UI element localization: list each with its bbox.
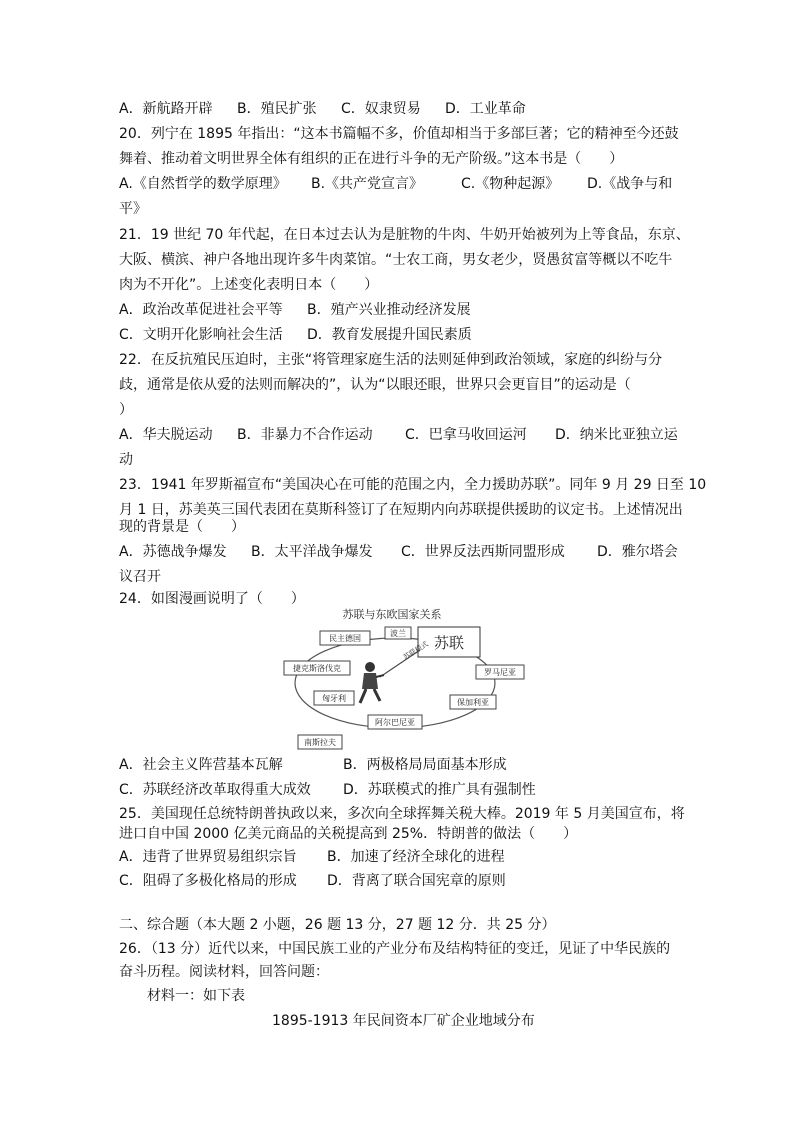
q24-stem: 24．如图漫画说明了（ ）	[119, 591, 305, 607]
box-poland-label: 波兰	[390, 629, 406, 638]
q25-stem-line1: 25．美国现任总统特朗普执政以来，多次向全球挥舞关税大棒。2019 年 5 月美国宣布，将	[119, 806, 685, 822]
q24-option-b: B．两极格局局面基本形成	[343, 757, 507, 773]
box-east-germany-label: 民主德国	[329, 634, 361, 643]
q24-options-row1	[119, 755, 507, 775]
q19-option-b: B．殖民扩张	[237, 101, 317, 117]
q23-stem-line2: 月 1 日，苏美英三国代表团在莫斯科签订了在短期内向苏联提供援助的议定书。上述情况出	[119, 502, 683, 518]
q23-option-d: D．雅尔塔会	[597, 544, 678, 560]
q20-option-b: B.《共产党宣言》	[311, 176, 424, 192]
q22-option-d: D．纳米比亚独立运	[555, 427, 678, 443]
q24-options-row2	[119, 780, 536, 800]
q25-stem-line2: 进口自中国 2000 亿美元商品的关税提高到 25%．特朗普的做法（ ）	[119, 826, 578, 842]
cartoon-figure	[280, 605, 530, 750]
box-yugoslavia-label: 南斯拉夫	[304, 738, 336, 747]
q21-stem-line1: 21．19 世纪 70 年代起，在日本过去认为是脏物的牛肉、牛奶开始被列为上等食品，东京、	[119, 227, 690, 243]
cartoon-rope-label: 苏联模式	[401, 640, 430, 662]
q24-option-a: A．社会主义阵营基本瓦解	[119, 757, 283, 773]
q22-stem-line1: 22．在反抗殖民压迫时，主张“将管理家庭生活的法则延伸到政治领域，家庭的纠纷与分	[119, 352, 663, 368]
q23-option-d-cont: 议召开	[119, 569, 161, 585]
q20-option-d-cont: 平》	[119, 201, 147, 217]
box-albania-label: 阿尔巴尼亚	[375, 718, 415, 727]
q23-stem-line1: 23．1941 年罗斯福宣布“美国决心在可能的范围之内，全力援助苏联”。同年 9 月 29 日至 10	[119, 477, 707, 493]
cartoon-title: 苏联与东欧国家关系	[342, 608, 442, 621]
q25-option-b: B．加速了经济全球化的进程	[327, 849, 505, 865]
cartoon-center-label: 苏联	[433, 634, 465, 652]
q22-stem-line2: 歧，通常是依从爱的法则而解决的”，认为“以眼还眼，世界只会更盲目”的运动是（	[119, 377, 631, 393]
cartoon-person-icon	[360, 662, 384, 703]
q19-option-c: C．奴隶贸易	[341, 101, 421, 117]
q22-options	[119, 425, 678, 445]
q25-option-c: C．阻碍了多极化格局的形成	[119, 873, 297, 889]
q21-stem-line3: 肉为不开化”。上述变化表明日本（ ）	[119, 277, 379, 293]
q21-option-c: C．文明开化影响社会生活	[119, 327, 283, 343]
box-czechoslovakia-label: 捷克斯洛伐克	[293, 664, 341, 673]
q22-option-d-cont: 动	[119, 452, 133, 468]
box-hungary-label: 匈牙利	[322, 694, 346, 703]
q19-option-d: D．工业革命	[445, 101, 526, 117]
q23-options	[119, 542, 678, 562]
q26-stem-line1: 26．（13 分）近代以来，中国民族工业的产业分布及结构特征的变迁，见证了中华民族的	[119, 941, 671, 957]
q19-option-a: A．新航路开辟	[119, 101, 213, 117]
q25-option-a: A．违背了世界贸易组织宗旨	[119, 849, 297, 865]
q19-options	[119, 99, 526, 119]
q22-option-c: C．巴拿马收回运河	[405, 427, 527, 443]
q20-option-a: A.《自然哲学的数学原理》	[119, 176, 287, 192]
q25-options-row2	[119, 871, 506, 891]
q21-option-d: D．教育发展提升国民素质	[307, 327, 472, 343]
q23-stem-line3: 现的背景是（ ）	[119, 519, 245, 535]
q24-option-c: C．苏联经济改革取得重大成效	[119, 782, 311, 798]
q20-options	[119, 174, 672, 194]
q21-options-row1	[119, 300, 471, 320]
q23-option-b: B．太平洋战争爆发	[251, 544, 373, 560]
q22-stem-line3: ）	[119, 402, 133, 418]
q21-options-row2	[119, 325, 472, 345]
q25-option-d: D．背离了联合国宪章的原则	[327, 873, 506, 889]
q26-stem-line2: 奋斗历程。阅读材料，回答问题：	[119, 964, 329, 980]
q25-options-row1	[119, 847, 505, 867]
q22-option-a: A．华夫脱运动	[119, 427, 213, 443]
material-one-label: 材料一：如下表	[147, 988, 245, 1004]
q21-stem-line2: 大阪、横滨、神户各地出现许多牛肉菜馆。“士农工商，男女老少，贤愚贫富等概以不吃牛	[119, 252, 673, 268]
q20-stem-line2: 舞着、推动着文明世界全体有组织的正在进行斗争的无产阶级。”这本书是（ ）	[119, 151, 624, 167]
q21-option-b: B．殖产兴业推动经济发展	[307, 302, 471, 318]
q23-option-a: A．苏德战争爆发	[119, 544, 227, 560]
q24-option-d: D．苏联模式的推广具有强制性	[343, 782, 536, 798]
section2-heading: 二、综合题（本大题 2 小题，26 题 13 分，27 题 12 分．共 25 分）	[119, 917, 556, 933]
q21-option-a: A．政治改革促进社会平等	[119, 302, 283, 318]
q20-option-c: C.《物种起源》	[461, 176, 560, 192]
box-romania-label: 罗马尼亚	[484, 668, 516, 677]
table-caption: 1895-1913 年民间资本厂矿企业地域分布	[272, 1013, 535, 1029]
q22-option-b: B．非暴力不合作运动	[237, 427, 373, 443]
q23-option-c: C．世界反法西斯同盟形成	[401, 544, 565, 560]
q20-option-d: D.《战争与和	[587, 176, 673, 192]
q20-stem-line1: 20．列宁在 1895 年指出：“这本书篇幅不多，价值却相当于多部巨著；它的精神至今还鼓	[119, 126, 679, 142]
box-bulgaria-label: 保加利亚	[457, 698, 489, 707]
cartoon-svg	[280, 605, 530, 750]
